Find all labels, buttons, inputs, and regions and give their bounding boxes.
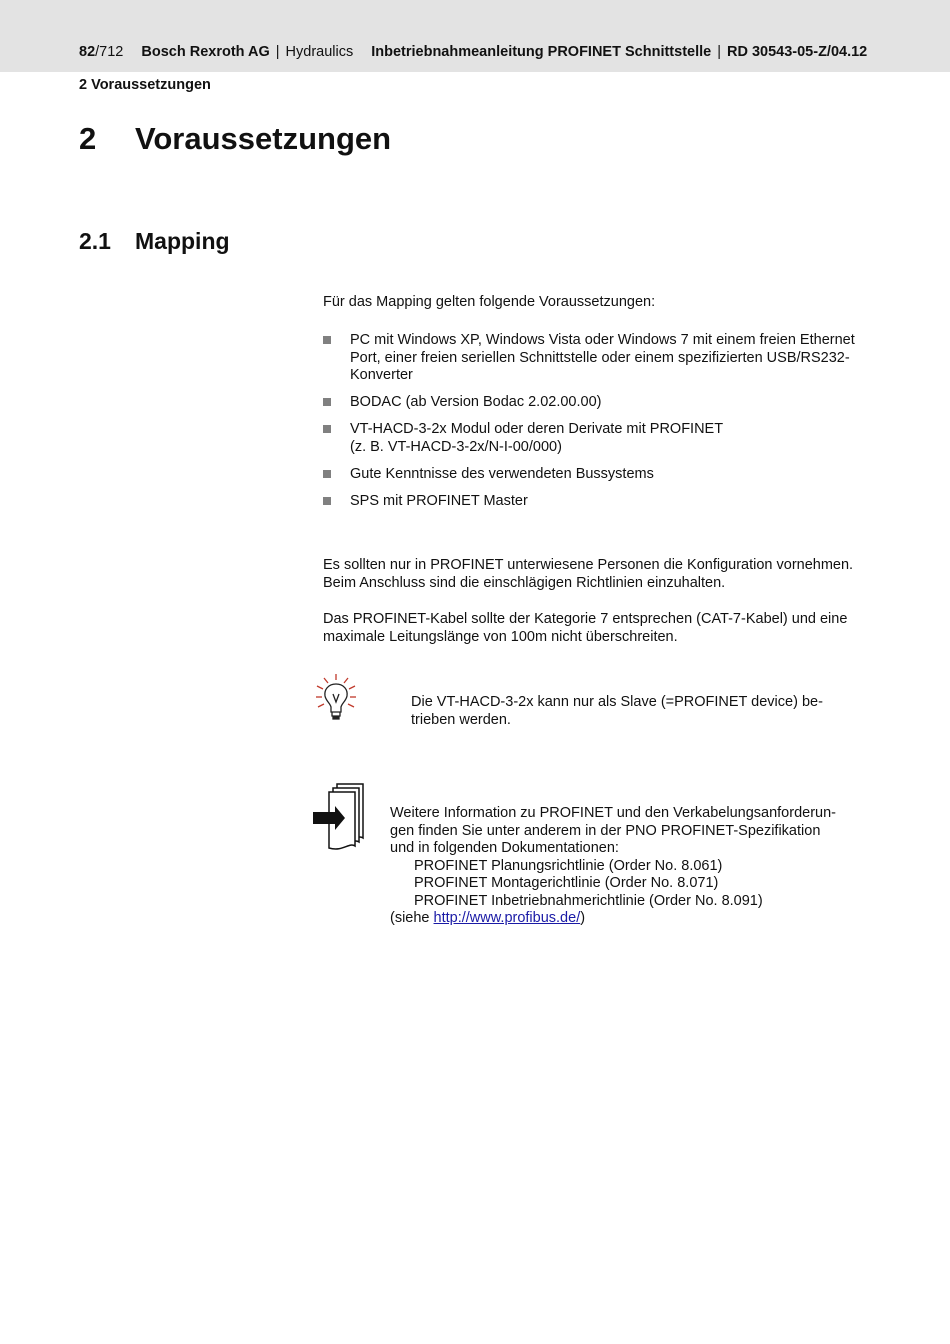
list-item: Gute Kenntnisse des verwendeten Bussystems	[323, 466, 863, 484]
tip-note: Die VT-HACD-3-2x kann nur als Slave (=PROFINET device) be- trieben werden.	[411, 694, 823, 728]
bullet-square-icon	[323, 425, 331, 433]
document-number: RD 30543-05-Z/04.12	[727, 44, 868, 60]
requirements-list	[323, 332, 863, 520]
list-item: PC mit Windows XP, Windows Vista oder Windows 7 mit einem freien Ethernet Port, einer freien seriellen Schnittstelle oder einem spezifizierten USB/RS232-Konverter	[323, 332, 863, 385]
document-reference-icon	[311, 782, 369, 854]
section-title: Mapping	[135, 228, 230, 254]
list-item: BODAC (ab Version Bodac 2.02.00.00)	[323, 394, 863, 412]
section-heading	[79, 228, 230, 255]
bullet-square-icon	[323, 336, 331, 344]
info-block: Weitere Information zu PROFINET und den Verkabelungsanforderun- gen finden Sie unter anderem in der PNO PROFINET-Spezifikation und in folgenden Dokumentationen: PROFINET Planungsrichtlinie (Order No. 8.061) PROFINET Montagerichtlinie (Order No. 8.071) PROFINET Inbetriebnahmerichtlinie (Order No. 8.091) (siehe http://www.profibus.de/)	[390, 805, 850, 928]
header-separator: |	[275, 44, 280, 60]
division-name: Hydraulics	[285, 44, 354, 60]
list-item: SPS mit PROFINET Master	[323, 493, 863, 511]
paragraph-qualification: Es sollten nur in PROFINET unterwiesene Personen die Konfiguration vornehmen. Beim Anschluss sind die einschlägigen Richtlinien einzuhalten.	[323, 557, 854, 591]
breadcrumb: 2 Voraussetzungen	[79, 77, 211, 93]
chapter-title: Voraussetzungen	[135, 121, 392, 156]
doc-reference: PROFINET Montagerichtlinie (Order No. 8.071)	[414, 875, 719, 891]
page-total: /712	[95, 44, 124, 60]
chapter-number: 2	[79, 121, 97, 156]
page-header	[0, 0, 950, 72]
list-item: VT-HACD-3-2x Modul oder deren Derivate mit PROFINET (z. B. VT-HACD-3-2x/N-I-00/000)	[323, 421, 863, 456]
document-title: Inbetriebnahmeanleitung PROFINET Schnittstelle	[371, 44, 712, 60]
doc-reference: PROFINET Planungsrichtlinie (Order No. 8.061)	[414, 857, 723, 874]
bullet-square-icon	[323, 398, 331, 406]
profibus-link[interactable]: http://www.profibus.de/	[433, 910, 581, 926]
bullet-square-icon	[323, 497, 331, 505]
bullet-square-icon	[323, 470, 331, 478]
header-separator: |	[717, 44, 721, 60]
chapter-heading	[79, 121, 391, 157]
paragraph-cable: Das PROFINET-Kabel sollte der Kategorie 7 entsprechen (CAT-7-Kabel) und eine maximale Leitungslänge von 100m nicht überschreiten.	[323, 611, 848, 645]
company-name: Bosch Rexroth AG	[141, 44, 270, 60]
section-number: 2.1	[79, 228, 111, 254]
lightbulb-icon	[312, 672, 360, 724]
header-line	[79, 44, 867, 60]
doc-reference: PROFINET Inbetriebnahmerichtlinie (Order No. 8.091)	[414, 892, 763, 909]
page-number: 82	[79, 44, 96, 60]
intro-text: Für das Mapping gelten folgende Voraussetzungen:	[323, 294, 656, 310]
